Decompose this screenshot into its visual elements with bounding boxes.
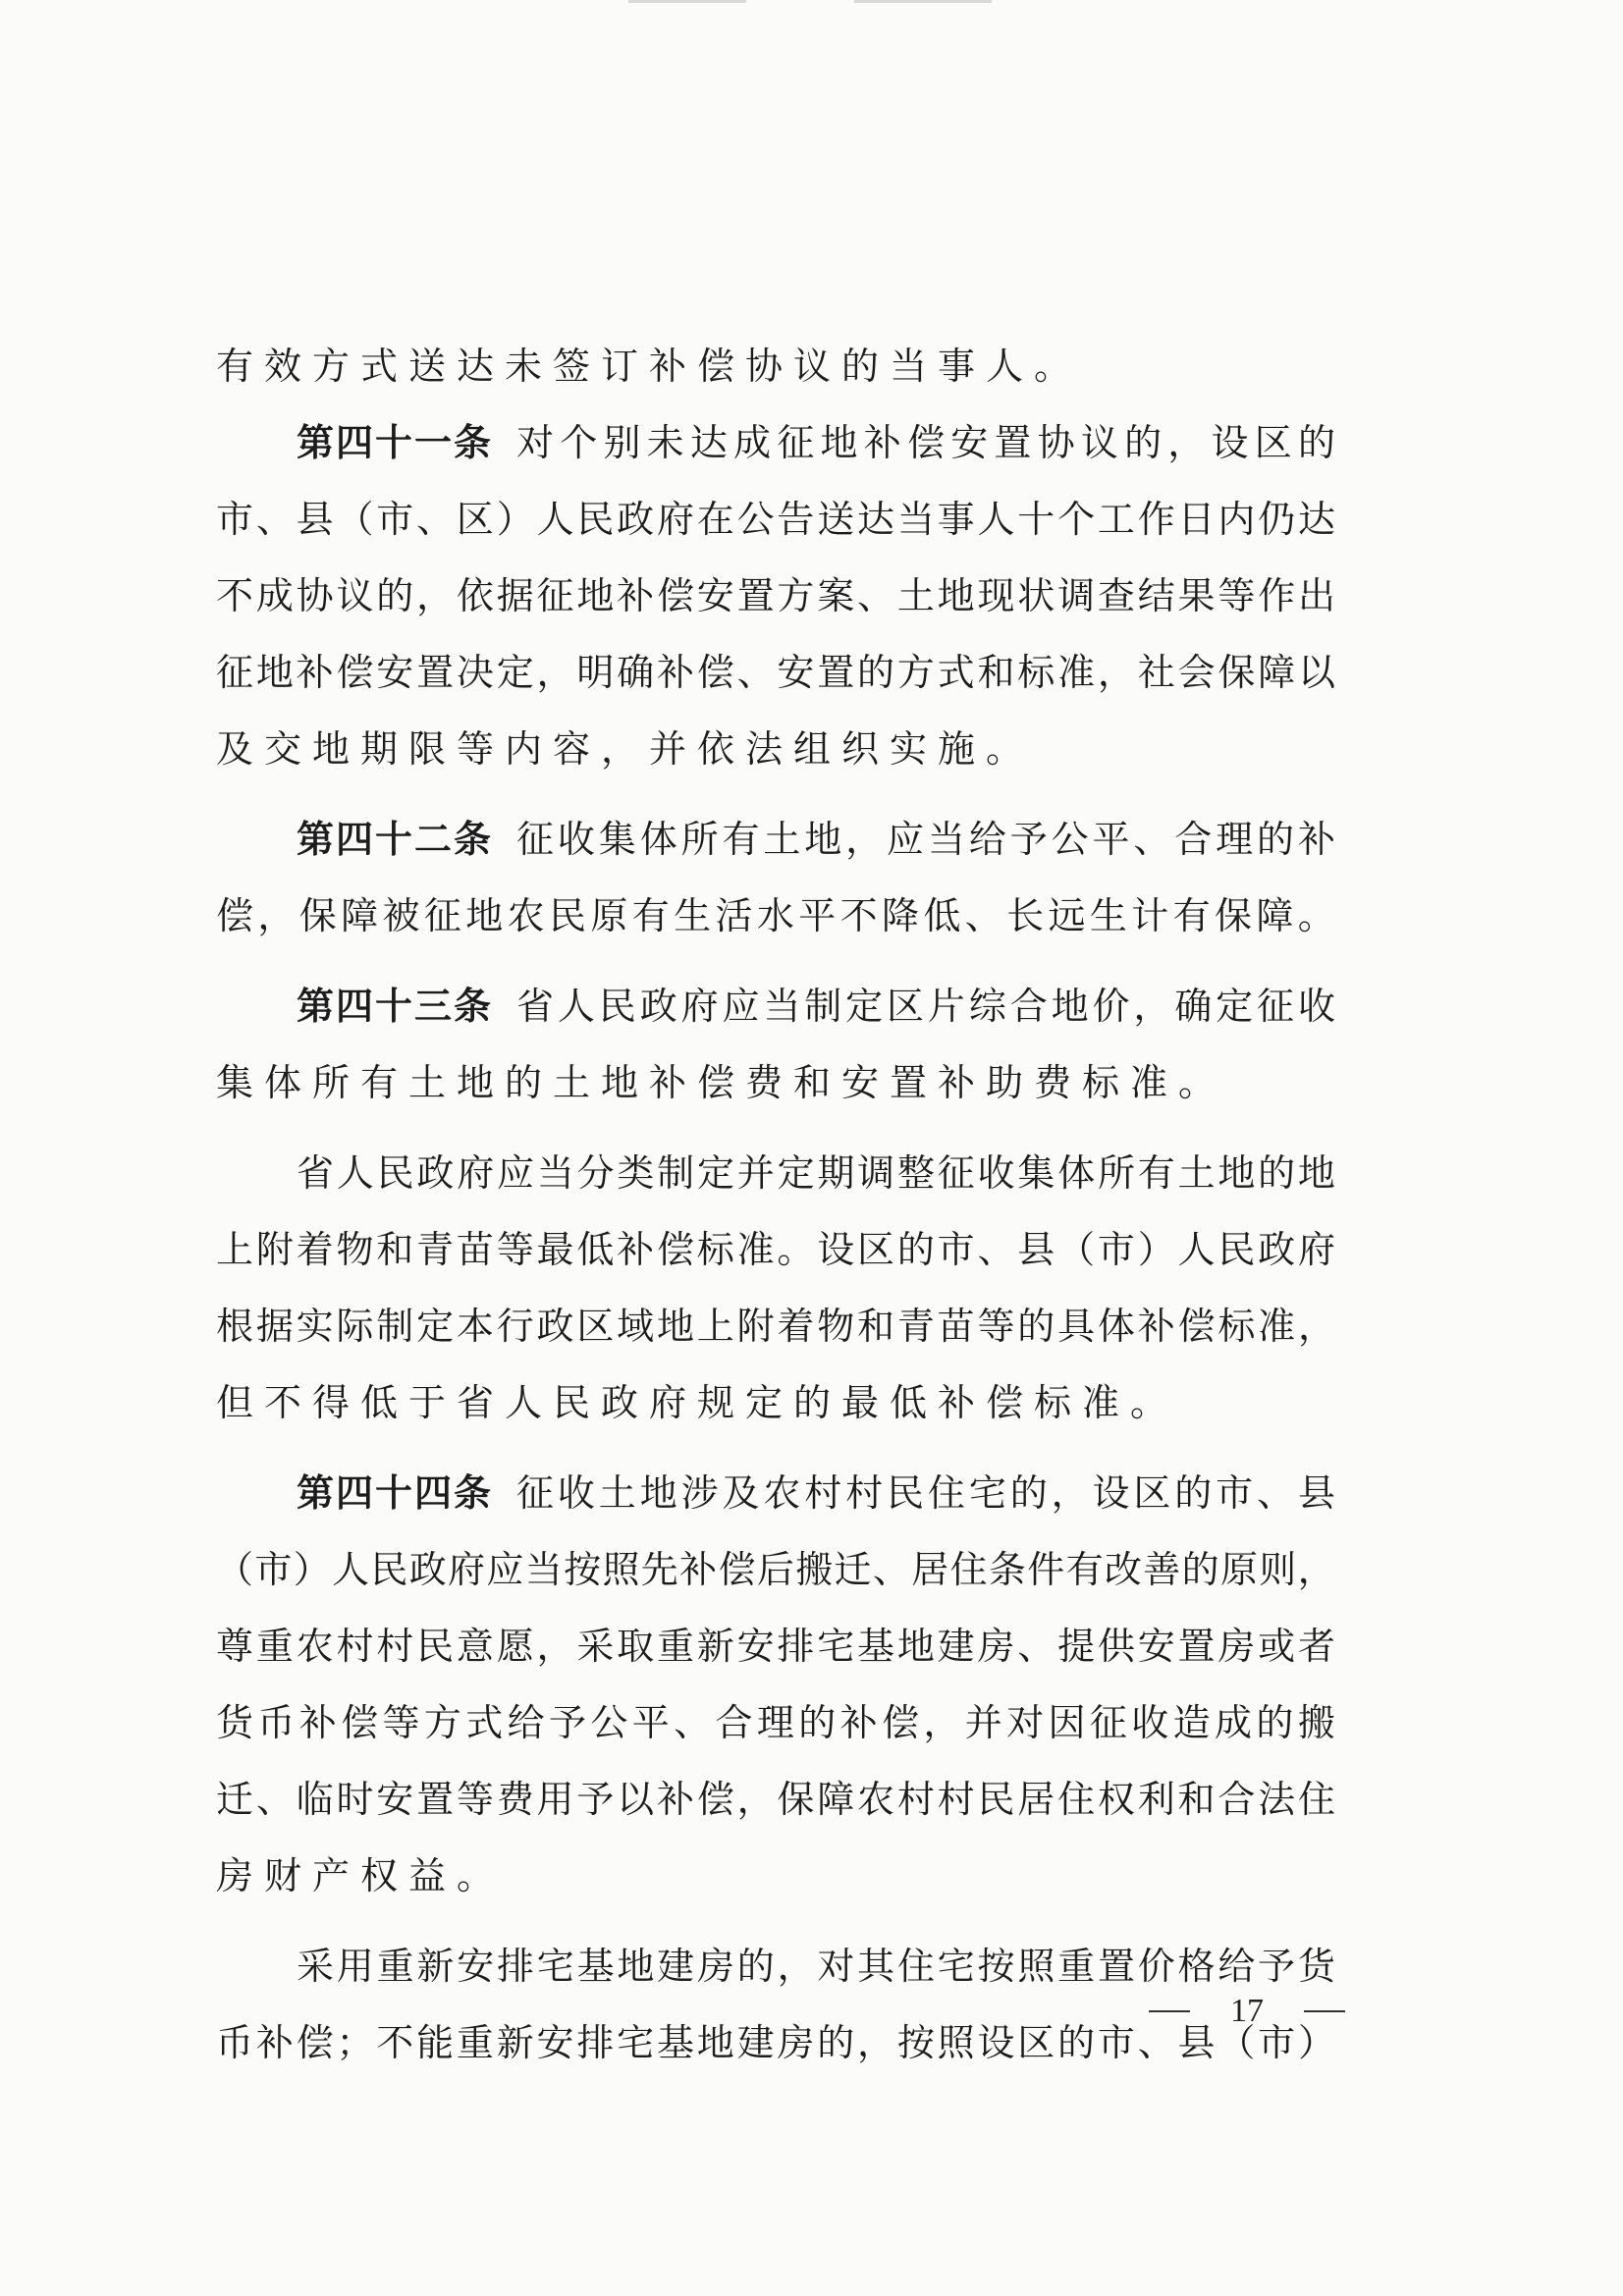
text-line — [216, 964, 1335, 1041]
text-line — [216, 1131, 1335, 1207]
article-heading: 第四十一条 — [297, 419, 494, 464]
footer-dash-right — [1304, 2010, 1345, 2012]
line-text: （ 市 ） 人 民 政 府 应 当 按 照 先 补 偿 后 搬 迁 、 居 住 条 件 有 改 善 的 原 则 ， — [216, 1547, 1335, 1591]
page-footer — [1149, 1993, 1345, 2030]
line-text: 尊 重 农 村 村 民 意 愿 ， 采 取 重 新 安 排 宅 基 地 建 房 、 提 供 安 置 房 或 者 — [216, 1624, 1335, 1668]
line-text: 币 补 偿 ； 不 能 重 新 安 排 宅 基 地 建 房 的 ， 按 照 设 区 的 市 、 县 （ 市 ） — [216, 2020, 1335, 2064]
line-text: 征 收 土 地 涉 及 农 村 村 民 住 宅 的 ， 设 区 的 市 、 县 — [516, 1470, 1335, 1515]
text-line — [216, 1207, 1335, 1284]
line-text: 根 据 实 际 制 定 本 行 政 区 域 地 上 附 着 物 和 青 苗 等 的 具 体 补 偿 标 准 ， — [216, 1304, 1335, 1348]
line-text: 房财产权益。 — [216, 1853, 506, 1897]
article-heading: 第四十二条 — [297, 816, 494, 861]
line-text: 但不得低于省人民政府规定的最低补偿标准。 — [216, 1380, 1179, 1424]
line-text: 及交地期限等内容，并依法组织实施。 — [216, 726, 1035, 771]
text-line — [216, 324, 1335, 400]
text-line — [216, 1041, 1335, 1117]
text-line — [216, 1834, 1335, 1910]
article-heading: 第四十三条 — [297, 983, 494, 1028]
line-text: 省 人 民 政 府 应 当 分 类 制 定 并 定 期 调 整 征 收 集 体 所 有 土 地 的 地 — [297, 1150, 1335, 1195]
text-line — [216, 400, 1335, 477]
line-text: 省 人 民 政 府 应 当 制 定 区 片 综 合 地 价 ， 确 定 征 收 — [516, 984, 1335, 1028]
line-text: 对 个 别 未 达 成 征 地 补 偿 安 置 协 议 的 ， 设 区 的 — [516, 420, 1335, 464]
line-text: 货 币 补 偿 等 方 式 给 予 公 平 、 合 理 的 补 偿 ， 并 对 因 征 收 造 成 的 搬 — [216, 1700, 1335, 1744]
text-line — [216, 630, 1335, 707]
scan-artifact — [854, 0, 992, 3]
text-line — [216, 874, 1335, 950]
text-line — [216, 1451, 1335, 1527]
text-line — [216, 1284, 1335, 1361]
text-line — [216, 1924, 1335, 2001]
text-line — [216, 1604, 1335, 1681]
text-line — [216, 797, 1335, 874]
line-text: 偿 ， 保 障 被 征 地 农 民 原 有 生 活 水 平 不 降 低 、 长 远 生 计 有 保 障 。 — [216, 893, 1335, 937]
line-text: 有效方式送达未签订补偿协议的当事人。 — [216, 344, 1083, 388]
scan-artifact — [628, 0, 746, 3]
footer-dash-left — [1149, 2010, 1190, 2012]
page-number: 17 — [1230, 1993, 1264, 2029]
document-body — [216, 324, 1335, 2077]
text-line — [216, 554, 1335, 630]
line-text: 不 成 协 议 的 ， 依 据 征 地 补 偿 安 置 方 案 、 土 地 现 状 调 查 结 果 等 作 出 — [216, 573, 1335, 617]
text-line — [216, 1361, 1335, 1437]
article-heading: 第四十四条 — [297, 1469, 494, 1515]
line-text: 市 、 县 （ 市 、 区 ） 人 民 政 府 在 公 告 送 达 当 事 人 十 个 工 作 日 内 仍 达 — [216, 497, 1335, 541]
line-text: 迁 、 临 时 安 置 等 费 用 予 以 补 偿 ， 保 障 农 村 村 民 居 住 权 利 和 合 法 住 — [216, 1777, 1335, 1821]
line-text: 征 收 集 体 所 有 土 地 ， 应 当 给 予 公 平 、 合 理 的 补 — [516, 817, 1335, 861]
text-line — [216, 1527, 1335, 1604]
line-text: 采 用 重 新 安 排 宅 基 地 建 房 的 ， 对 其 住 宅 按 照 重 置 价 格 给 予 货 — [297, 1944, 1335, 1988]
line-text: 征 地 补 偿 安 置 决 定 ， 明 确 补 偿 、 安 置 的 方 式 和 标 准 ， 社 会 保 障 以 — [216, 650, 1335, 694]
text-line — [216, 477, 1335, 554]
text-line — [216, 1757, 1335, 1834]
text-line — [216, 707, 1335, 783]
line-text: 上 附 着 物 和 青 苗 等 最 低 补 偿 标 准 。 设 区 的 市 、 县 （ 市 ） 人 民 政 府 — [216, 1227, 1335, 1271]
line-text: 集体所有土地的土地补偿费和安置补助费标准。 — [216, 1060, 1227, 1104]
text-line — [216, 1681, 1335, 1757]
